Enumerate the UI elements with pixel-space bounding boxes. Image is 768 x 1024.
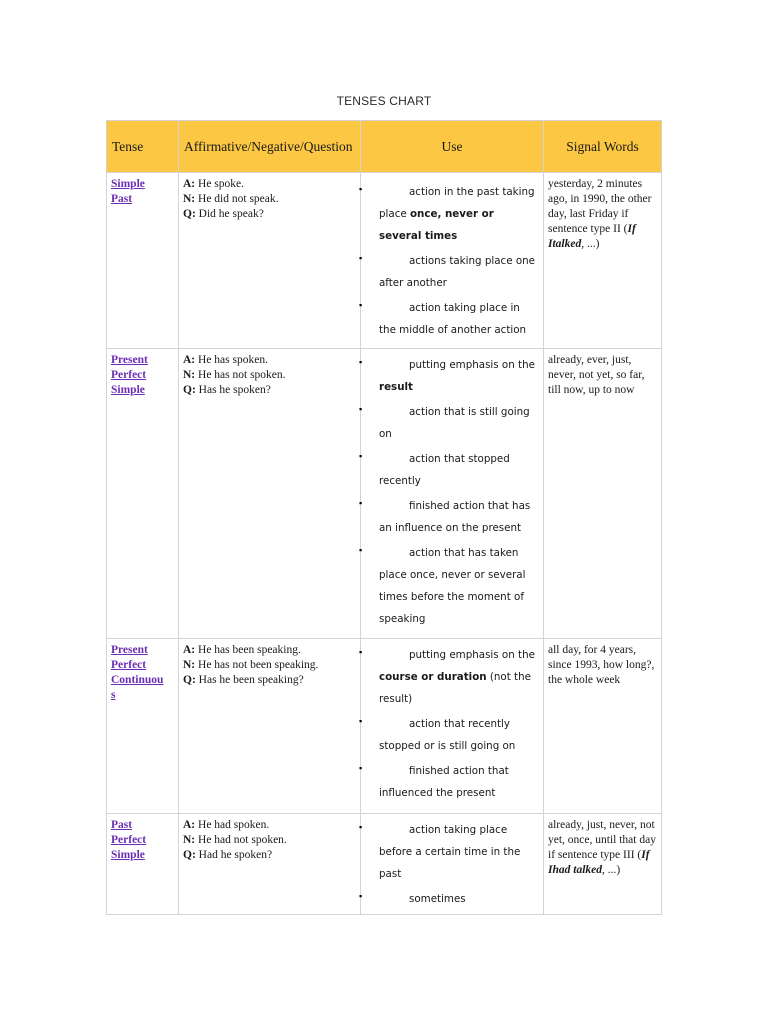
signal-end-text: , ...) [581,238,600,250]
form-text: Has he been speaking? [195,674,304,686]
use-text: action taking place in the middle of another action [379,302,527,336]
tense-link-line: Perfect [111,834,147,846]
signal-cell [544,173,662,349]
signal-words [544,814,661,878]
use-item [361,644,539,710]
tense-link[interactable] [107,814,178,863]
bullet-icon: ▪ [359,451,363,461]
form-text: He has not been speaking. [195,659,319,671]
form-label: N: [183,659,196,671]
bullet-icon: ▪ [359,300,363,310]
tense-link-line: s [111,689,116,701]
use-item [361,542,539,630]
negative-form [183,833,358,848]
use-item [361,713,539,757]
use-text: putting emphasis on the [409,649,535,661]
form-label: Q: [183,384,196,396]
forms-cell [179,814,361,915]
use-text: action that stopped recently [379,453,510,487]
question-form [183,207,358,222]
forms-cell [179,639,361,814]
bullet-icon: ▪ [359,498,363,508]
use-item [361,819,539,885]
table-row [107,349,662,639]
signal-cell [544,639,662,814]
negative-form [183,658,358,673]
use-text: sometimes [409,893,466,905]
tense-cell [107,349,179,639]
affirmative-form [183,818,358,833]
tense-link-line: Present [111,354,148,366]
use-text: finished action that has an influence on the present [379,500,531,534]
form-label: Q: [183,208,196,220]
page-title: TENSES CHART [336,94,432,108]
use-bold-text: once, never or several times [379,208,494,242]
table-row [107,639,662,814]
tense-link-line: Past [111,819,133,831]
form-label: A: [183,354,196,366]
negative-form [183,192,358,207]
form-label: N: [183,193,196,205]
tense-link-line: Present [111,644,148,656]
bullet-icon: ▪ [359,184,363,194]
signal-italic-text: If Italked [548,223,636,250]
form-label: N: [183,834,196,846]
use-item [361,495,539,539]
tenses-table [106,120,662,915]
tense-cell [107,814,179,915]
bullet-icon: ▪ [359,763,363,773]
tense-link[interactable] [107,349,178,398]
use-item [361,297,539,341]
use-bold-text: result [379,381,413,393]
form-text: Has he spoken? [195,384,271,396]
bullet-icon: ▪ [359,404,363,414]
question-form [183,673,358,688]
signal-italic-text: If Ihad talked [548,849,650,876]
use-text: action that has taken place once, never or several times before the moment of speaking [379,547,526,625]
signal-cell [544,349,662,639]
form-label: N: [183,369,196,381]
affirmative-form [183,177,358,192]
use-item [361,401,539,445]
use-cell [361,814,544,915]
form-label: A: [183,178,196,190]
tense-link[interactable] [107,639,178,703]
form-text: He has spoken. [195,354,268,366]
tense-link-line: Perfect [111,659,147,671]
tense-link-line: Simple [111,849,145,861]
tense-link-line: Continuou [111,674,164,686]
signal-words [544,173,661,252]
use-cell [361,639,544,814]
tense-link-line: Perfect [111,369,147,381]
table-row [107,173,662,349]
header-use: Use [361,121,544,173]
bullet-icon: ▪ [359,716,363,726]
use-text: putting emphasis on the [409,359,535,371]
question-form [183,848,358,863]
bullet-icon: ▪ [359,891,363,901]
use-text: (not the result) [379,671,531,705]
tense-link-line: Simple [111,178,145,190]
signal-end-text: , ...) [602,864,621,876]
signal-text: already, ever, just, never, not yet, so far, till now, up to now [548,354,645,396]
use-text: action that recently stopped or is still going on [379,718,516,752]
use-bold-text: course or duration [379,671,487,683]
use-item [361,448,539,492]
use-text: action that is still going on [379,406,530,440]
table-row [107,814,662,915]
form-text: He did not speak. [195,193,279,205]
form-text: He spoke. [195,178,245,190]
bullet-icon: ▪ [359,647,363,657]
negative-form [183,368,358,383]
tense-cell [107,639,179,814]
use-cell [361,349,544,639]
use-text: finished action that influenced the present [379,765,509,799]
use-item [361,181,539,247]
header-row [107,121,662,173]
form-text: Did he speak? [195,208,264,220]
signal-words [544,349,661,398]
header-forms: Affirmative/Negative/Question [179,121,361,173]
header-tense: Tense [107,121,179,173]
forms-cell [179,349,361,639]
use-text: action in the past taking place [379,186,535,220]
bullet-icon: ▪ [359,822,363,832]
affirmative-form [183,353,358,368]
form-label: Q: [183,674,196,686]
tense-link-line: Simple [111,384,145,396]
bullet-icon: ▪ [359,545,363,555]
use-item [361,760,539,804]
use-text: action taking place before a certain time in the past [379,824,521,880]
form-label: Q: [183,849,196,861]
use-item [361,354,539,398]
question-form [183,383,358,398]
use-item [361,888,539,910]
signal-cell [544,814,662,915]
signal-text: yesterday, 2 minutes ago, in 1990, the other day, last Friday if sentence type II ( [548,178,652,235]
tense-link[interactable] [107,173,178,207]
form-text: He had not spoken. [195,834,287,846]
form-text: He had spoken. [195,819,270,831]
forms-cell [179,173,361,349]
form-label: A: [183,819,196,831]
form-text: Had he spoken? [195,849,273,861]
use-item [361,250,539,294]
signal-words [544,639,661,688]
form-text: He has not spoken. [195,369,286,381]
use-text: actions taking place one after another [379,255,535,289]
tense-link-line: Past [111,193,133,205]
use-cell [361,173,544,349]
form-label: A: [183,644,196,656]
signal-text: already, just, never, not yet, once, until that day if sentence type III ( [548,819,656,861]
tense-cell [107,173,179,349]
bullet-icon: ▪ [359,253,363,263]
form-text: He has been speaking. [195,644,301,656]
signal-text: all day, for 4 years, since 1993, how long?, the whole week [548,644,655,686]
bullet-icon: ▪ [359,357,363,367]
affirmative-form [183,643,358,658]
header-signal: Signal Words [544,121,662,173]
